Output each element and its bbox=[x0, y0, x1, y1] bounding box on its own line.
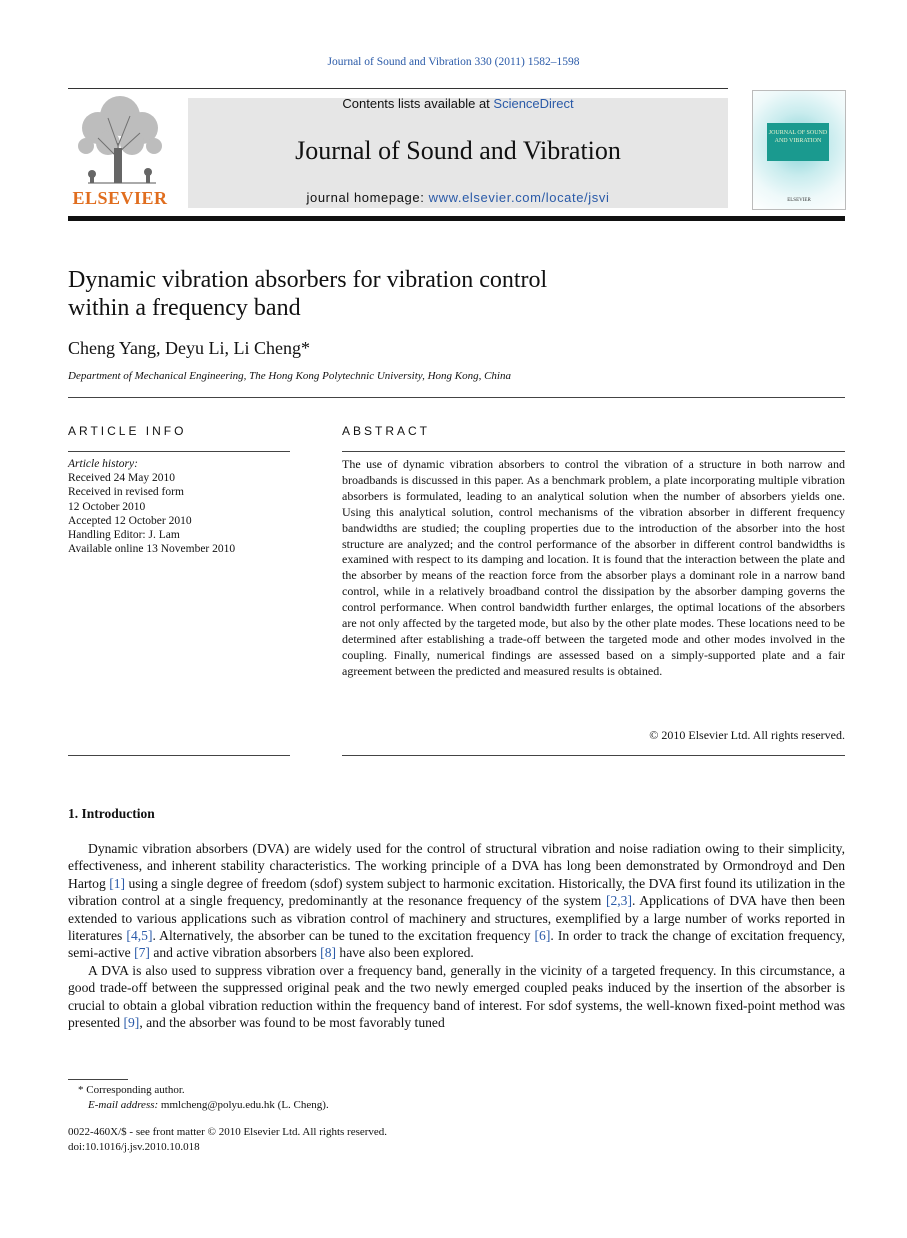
text-run: . Alternatively, the absorber can be tuned to the excitation frequency bbox=[152, 928, 535, 944]
author-names: Cheng Yang, Deyu Li, Li Cheng bbox=[68, 338, 301, 358]
title-line-2: within a frequency band bbox=[68, 295, 301, 321]
citation-link[interactable]: [8] bbox=[320, 945, 337, 961]
citation-link[interactable]: [9] bbox=[123, 1015, 140, 1031]
masthead-top-rule bbox=[68, 88, 728, 89]
email-address[interactable]: mmlcheng@polyu.edu.hk (L. Cheng). bbox=[158, 1099, 329, 1111]
text-run: , and the absorber was found to be most favorably tuned bbox=[139, 1015, 445, 1031]
paragraph bbox=[68, 840, 845, 962]
abstract-text: The use of dynamic vibration absorbers to control the vibration of a structure in both narrow and broadbands is discussed in this paper. As a benchmark problem, a plate incorporating multiple vibration absorbers is formulated, leading to an analytical solution when the number of absorbers yields one. Using this analytical solution, control mechanisms of the vibration absorber in different frequency bandwidths are studied; the coupling properties due to the introduction of the absorber into the host structure are analyzed; and the control performance of the absorber in different control bandwidths is examined with respect to its damping and location. It is found that the interaction between the plate and the absorber by means of the reaction force from the absorber plays a dominant role in a narrow band control, while in a relatively broadband control the dissipation by the absorber damping governs the control performance. When control bandwidth further enlarges, the optimal locations of the absorbers are not only affected by the targeted mode, but also by the other plate modes. These locations need to be determined after establishing a trade-off between the targeted mode and other modes involved in the coupling. Finally, numerical findings are assessed based on a simply-supported plate and a fair agreement between the predicted and measured results is obtained. bbox=[342, 457, 845, 678]
contents-line bbox=[188, 96, 728, 111]
introduction-body bbox=[68, 840, 845, 1031]
homepage-prefix: journal homepage: bbox=[306, 190, 429, 205]
journal-citation[interactable]: Journal of Sound and Vibration 330 (2011) 1582–1598 bbox=[327, 56, 580, 68]
article-info-rule bbox=[68, 451, 290, 452]
history-item: Received in revised form bbox=[68, 486, 184, 499]
citation-link[interactable]: [2,3] bbox=[605, 893, 632, 909]
article-title bbox=[68, 266, 768, 322]
article-history bbox=[68, 457, 290, 556]
doi-line[interactable]: doi:10.1016/j.jsv.2010.10.018 bbox=[68, 1141, 200, 1153]
email-label: E-mail address: bbox=[88, 1099, 159, 1111]
footnote-rule bbox=[68, 1079, 128, 1080]
journal-banner bbox=[188, 98, 728, 208]
divider bbox=[68, 397, 845, 398]
paragraph bbox=[68, 962, 845, 1032]
homepage-link[interactable]: www.elsevier.com/locate/jsvi bbox=[428, 190, 610, 205]
title-line-1: Dynamic vibration absorbers for vibration control bbox=[68, 267, 548, 293]
text-run: using a single degree of freedom (sdof) system subject to harmonic excitation. Historically, the DVA first found its utilization in the vibration control at a single frequency, predominantly at the resonance frequency of the system bbox=[68, 875, 845, 909]
corresponding-footnote: * Corresponding author. bbox=[78, 1084, 185, 1096]
history-item: 12 October 2010 bbox=[68, 500, 146, 513]
history-item: Handling Editor: J. Lam bbox=[68, 529, 180, 542]
text-run: Dynamic vibration absorbers (DVA) are widely used for the control of structural vibration and noise radiation owing to their simplicity, effectiveness, and inherent stability characteristics. The working principle of a DVA has long been demonstrated by Ormondroyd and Den Hartog bbox=[68, 841, 845, 891]
cover-brand: ELSEVIER bbox=[787, 198, 811, 203]
corresponding-author-mark[interactable]: * bbox=[301, 338, 310, 358]
text-run: . In order to track the change of excitation frequency, semi-active bbox=[68, 928, 845, 961]
journal-title: Journal of Sound and Vibration bbox=[295, 136, 621, 165]
masthead bbox=[68, 88, 845, 212]
journal-cover-thumbnail bbox=[752, 90, 846, 210]
affiliation: Department of Mechanical Engineering, The Hong Kong Polytechnic University, Hong Kong, China bbox=[68, 370, 511, 382]
article-info-heading: ARTICLE INFO bbox=[68, 424, 187, 438]
elsevier-wordmark: ELSEVIER bbox=[72, 188, 168, 208]
abstract-bottom-rule bbox=[342, 755, 845, 756]
citation-link[interactable]: [4,5] bbox=[126, 928, 153, 944]
text-run: have also been explored. bbox=[336, 945, 474, 961]
history-item: Accepted 12 October 2010 bbox=[68, 514, 192, 527]
history-item: Received 24 May 2010 bbox=[68, 472, 175, 485]
article-info-bottom-rule bbox=[68, 755, 290, 756]
contents-prefix: Contents lists available at bbox=[342, 96, 494, 111]
text-run: A DVA is also used to suppress vibration over a frequency band, generally in the vicinity of a targeted frequency. In this circumstance, a good trade-off between the suppressed original peak and the two newly emerged coupled peaks induced by the insertion of the absorber is crucial to obtain a global vibration reduction within the frequency band of interest. For sdof systems, the well-known fixed-point method was presented bbox=[68, 962, 845, 1031]
email-footnote bbox=[88, 1099, 329, 1111]
authors bbox=[68, 338, 310, 359]
citation-link[interactable]: [6] bbox=[534, 928, 551, 944]
abstract-copyright: © 2010 Elsevier Ltd. All rights reserved. bbox=[649, 728, 845, 742]
introduction-heading: 1. Introduction bbox=[68, 806, 155, 821]
journal-homepage bbox=[188, 190, 728, 205]
history-label: Article history: bbox=[68, 458, 138, 470]
front-matter-line: 0022-460X/$ - see front matter © 2010 Elsevier Ltd. All rights reserved. bbox=[68, 1126, 388, 1138]
elsevier-tree-logo bbox=[68, 88, 172, 210]
header-rule bbox=[68, 216, 845, 221]
citation-link[interactable]: [7] bbox=[134, 945, 150, 961]
text-run: . Applications of DVA have then been extended to various applications such as vibration control of machinery and structures, exemplified by a large number of works reported in literatures bbox=[68, 893, 845, 944]
citation-link[interactable]: [1] bbox=[109, 875, 126, 891]
abstract-heading: ABSTRACT bbox=[342, 424, 431, 438]
sciencedirect-link[interactable]: ScienceDirect bbox=[493, 96, 574, 111]
text-run: and active vibration absorbers bbox=[149, 945, 321, 961]
cover-title: JOURNAL OF SOUND AND VIBRATION bbox=[767, 123, 829, 161]
abstract-rule bbox=[342, 451, 845, 452]
history-item: Available online 13 November 2010 bbox=[68, 543, 236, 556]
